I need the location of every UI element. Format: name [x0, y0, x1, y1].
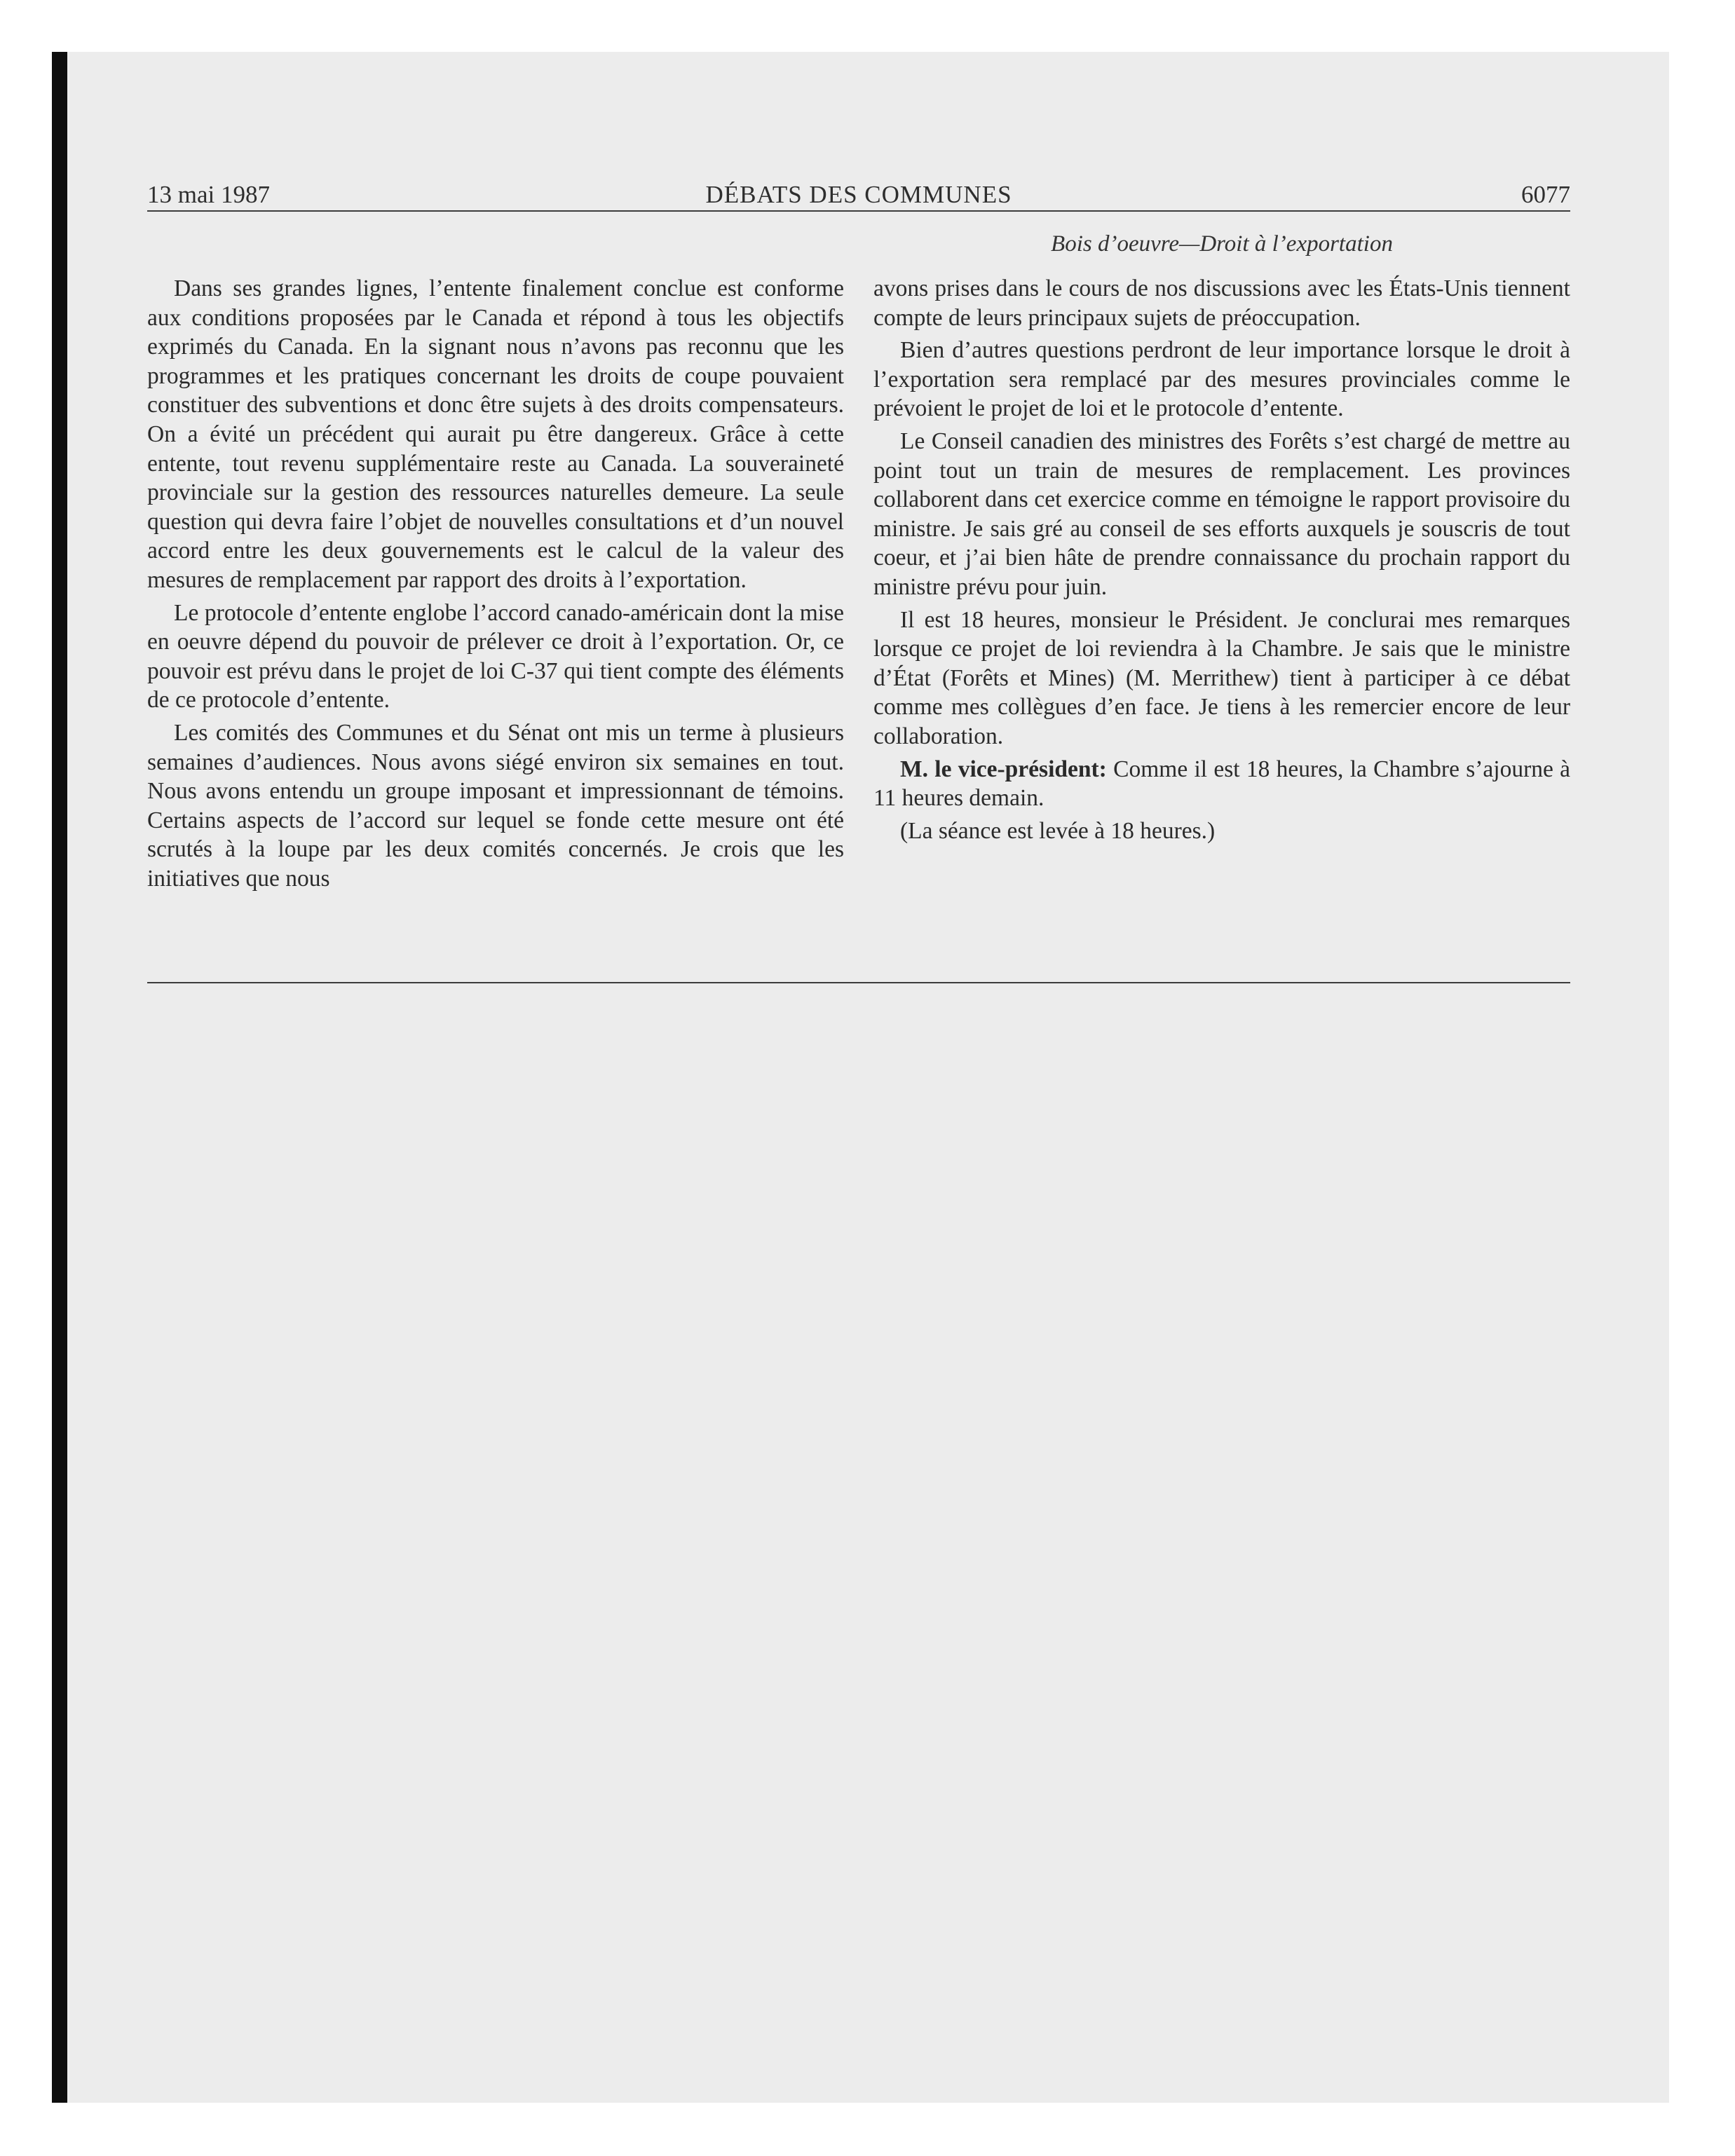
header-date: 13 mai 1987 — [147, 181, 270, 208]
publication-title: DÉBATS DES COMMUNES — [705, 181, 1012, 208]
closing-note: (La séance est levée à 18 heures.) — [900, 817, 1216, 844]
paragraph: Il est 18 heures, monsieur le Président. Je conclurai mes remarques lorsque ce projet de loi reviendra à la Chambre. Je sais que le ministre d’État (Forêts et Mines) (M. Merrithew) tient à participer à ce débat comme mes collègues d’en face. Je tiens à les remercier encore de leur collaboration. — [873, 606, 1570, 749]
speaker-name: M. le vice-président: — [900, 756, 1107, 782]
left-column — [147, 274, 844, 896]
speaker-paragraph — [873, 755, 1570, 813]
paragraph: Le Conseil canadien des ministres des Forêts s’est chargé de mettre au point tout un train de mesures de remplacement. Les provinces collaborent dans cet exercice comme en témoigne le rapport provisoire du ministre. Je sais gré au conseil de ses efforts auxquels je souscris de tout coeur, et j’ai bien hâte de prendre connaissance du prochain rapport du ministre prévu pour juin. — [873, 428, 1570, 600]
binding-edge — [52, 52, 67, 2103]
paragraph: Dans ses grandes lignes, l’entente finalement conclue est conforme aux conditions proposées par le Canada et répond à tous les objectifs exprimés du Canada. En la signant nous n’avons pas reconnu que les programmes et les pratiques concernant les droits de coupe pouvaient constituer des subventions et donc être sujets à des droits compensateurs. On a évité un précédent qui aurait pu être dangereux. Grâce à cette entente, tout revenu supplémentaire reste au Canada. La souveraineté provinciale sur la gestion des ressources naturelles demeure. La seule question qui devra faire l’objet de nouvelles consultations et d’un nouvel accord entre les deux gouvernements est le calcul de la valeur des mesures de remplacement par rapport des droits à l’exportation. — [147, 275, 844, 593]
paragraph: Le protocole d’entente englobe l’accord canado-américain dont la mise en oeuvre dépend du pouvoir de prélever ce droit à l’exportation. Or, ce pouvoir est prévu dans le projet de loi C-37 qui tient compte des éléments de ce protocole d’entente. — [147, 599, 844, 714]
page-number: 6077 — [1521, 181, 1570, 208]
header-rule — [147, 210, 1570, 212]
running-header — [147, 175, 1570, 214]
paragraph: Bien d’autres questions perdront de leur importance lorsque le droit à l’exportation sera remplacé par des mesures provinciales comme le prévoient le projet de loi et le protocole d’entente. — [873, 337, 1570, 422]
paragraph: Les comités des Communes et du Sénat ont mis un terme à plusieurs semaines d’audiences. Nous avons siégé environ six semaines en tout. Nous avons entendu un groupe imposant et impressionnant de témoins. Certains aspects de l’accord sur lequel se fonde cette mesure ont été scrutés à la loupe par les deux comités concernés. Je crois que les initiatives que nous — [147, 719, 844, 892]
subject-heading: Bois d’oeuvre—Droit à l’exportation — [1051, 231, 1393, 257]
speaker-text: Comme il est 18 heures, la Chambre s’ajourne à 11 heures demain. — [873, 756, 1570, 812]
footer-rule — [147, 982, 1570, 983]
continued-paragraph: avons prises dans le cours de nos discussions avec les États-Unis tiennent compte de leurs principaux sujets de préoccupation. — [873, 275, 1570, 331]
right-column — [873, 274, 1570, 849]
